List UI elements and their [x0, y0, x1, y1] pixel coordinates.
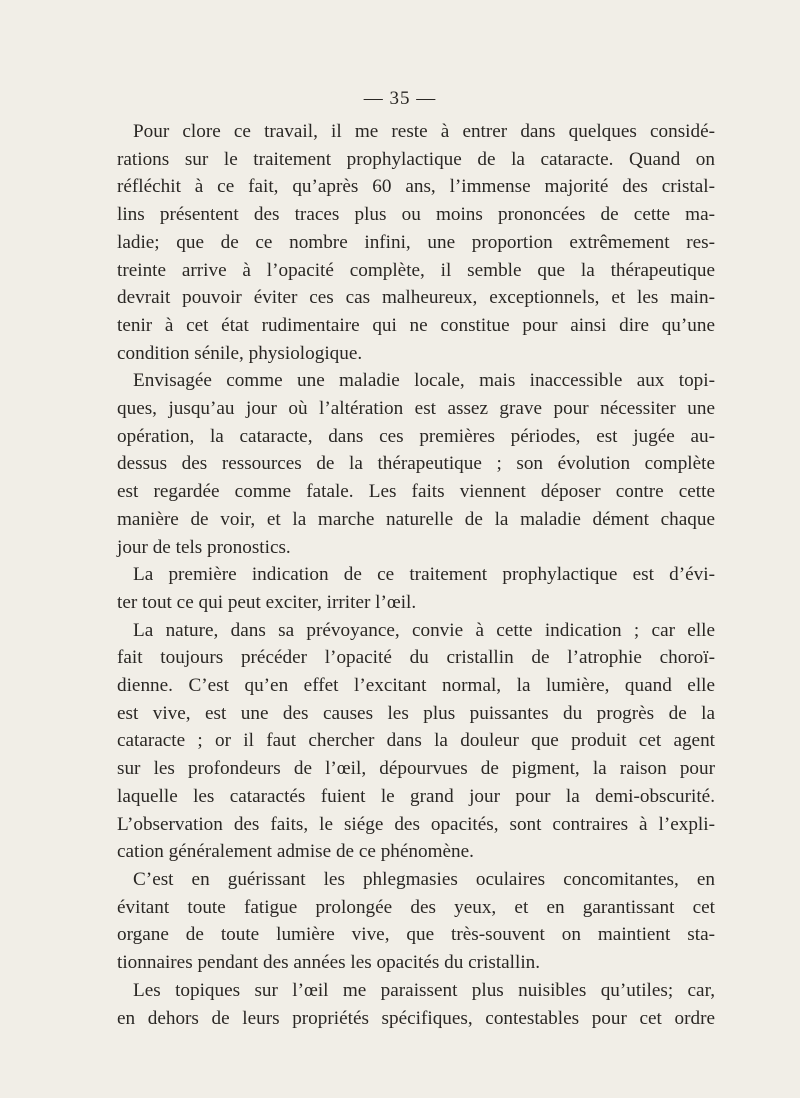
paragraph: [117, 118, 715, 367]
text-line: L’observation des faits, le siége des opacités, sont contraires à l’expli-: [117, 813, 715, 835]
text-line: Les topiques sur l’œil me paraissent plus nuisibles qu’utiles; car,: [133, 979, 715, 1001]
text-line: en dehors de leurs propriétés spécifiques, contestables pour cet ordre: [117, 1007, 715, 1029]
text-line: devrait pouvoir éviter ces cas malheureux, exceptionnels, et les main-: [117, 287, 715, 309]
text-line: cataracte ; or il faut chercher dans la douleur que produit cet agent: [117, 730, 715, 752]
paragraph: [117, 617, 715, 866]
text-line: Envisagée comme une maladie locale, mais inaccessible aux topi-: [133, 370, 715, 392]
text-line: C’est en guérissant les phlegmasies oculaires concomitantes, en: [133, 868, 715, 890]
body-text: [117, 118, 715, 1032]
text-line: évitant toute fatigue prolongée des yeux, et en garantissant cet: [117, 896, 715, 918]
text-line: ter tout ce qui peut exciter, irriter l’œil.: [117, 591, 417, 613]
paragraph: [117, 367, 715, 561]
text-line: organe de toute lumière vive, que très-souvent on maintient sta-: [117, 924, 715, 946]
page-number: — 35 —: [363, 88, 437, 109]
text-line: manière de voir, et la marche naturelle de la maladie dément chaque: [117, 508, 715, 530]
text-line: ques, jusqu’au jour où l’altération est assez grave pour nécessiter une: [117, 398, 715, 420]
text-line: est regardée comme fatale. Les faits viennent déposer contre cette: [117, 481, 715, 503]
text-line: cation généralement admise de ce phénomène.: [117, 841, 474, 863]
text-line: dessus des ressources de la thérapeutique ; son évolution complète: [117, 453, 715, 475]
text-line: rations sur le traitement prophylactique de la cataracte. Quand on: [117, 148, 715, 170]
text-line: Pour clore ce travail, il me reste à entrer dans quelques considé-: [133, 121, 715, 142]
text-line: dienne. C’est qu’en effet l’excitant normal, la lumière, quand elle: [117, 675, 715, 697]
text-line: réfléchit à ce fait, qu’après 60 ans, l’immense majorité des cristal-: [117, 176, 715, 198]
text-line: tenir à cet état rudimentaire qui ne constitue pour ainsi dire qu’une: [117, 314, 715, 336]
text-line: tionnaires pendant des années les opacités du cristallin.: [117, 952, 541, 974]
text-line: lins présentent des traces plus ou moins prononcées de cette ma-: [117, 204, 715, 226]
text-line: La nature, dans sa prévoyance, convie à cette indication ; car elle: [133, 619, 715, 641]
text-line: condition sénile, physiologique.: [117, 342, 363, 364]
text-line: fait toujours précéder l’opacité du cristallin de l’atrophie choroï-: [117, 647, 715, 669]
text-line: jour de tels pronostics.: [117, 536, 291, 558]
paragraph: [117, 561, 715, 616]
text-line: laquelle les cataractés fuient le grand jour pour la demi-obscurité.: [117, 785, 715, 807]
paragraph: [117, 977, 715, 1032]
text-line: ladie; que de ce nombre infini, une proportion extrêmement res-: [117, 231, 715, 253]
text-line: opération, la cataracte, dans ces premières périodes, est jugée au-: [117, 425, 715, 447]
paragraph: [117, 866, 715, 977]
text-line: est vive, est une des causes les plus puissantes du progrès de la: [117, 702, 715, 724]
text-line: sur les profondeurs de l’œil, dépourvues de pigment, la raison pour: [117, 758, 715, 780]
text-line: La première indication de ce traitement prophylactique est d’évi-: [133, 564, 715, 586]
text-line: treinte arrive à l’opacité complète, il semble que la thérapeutique: [117, 259, 715, 281]
